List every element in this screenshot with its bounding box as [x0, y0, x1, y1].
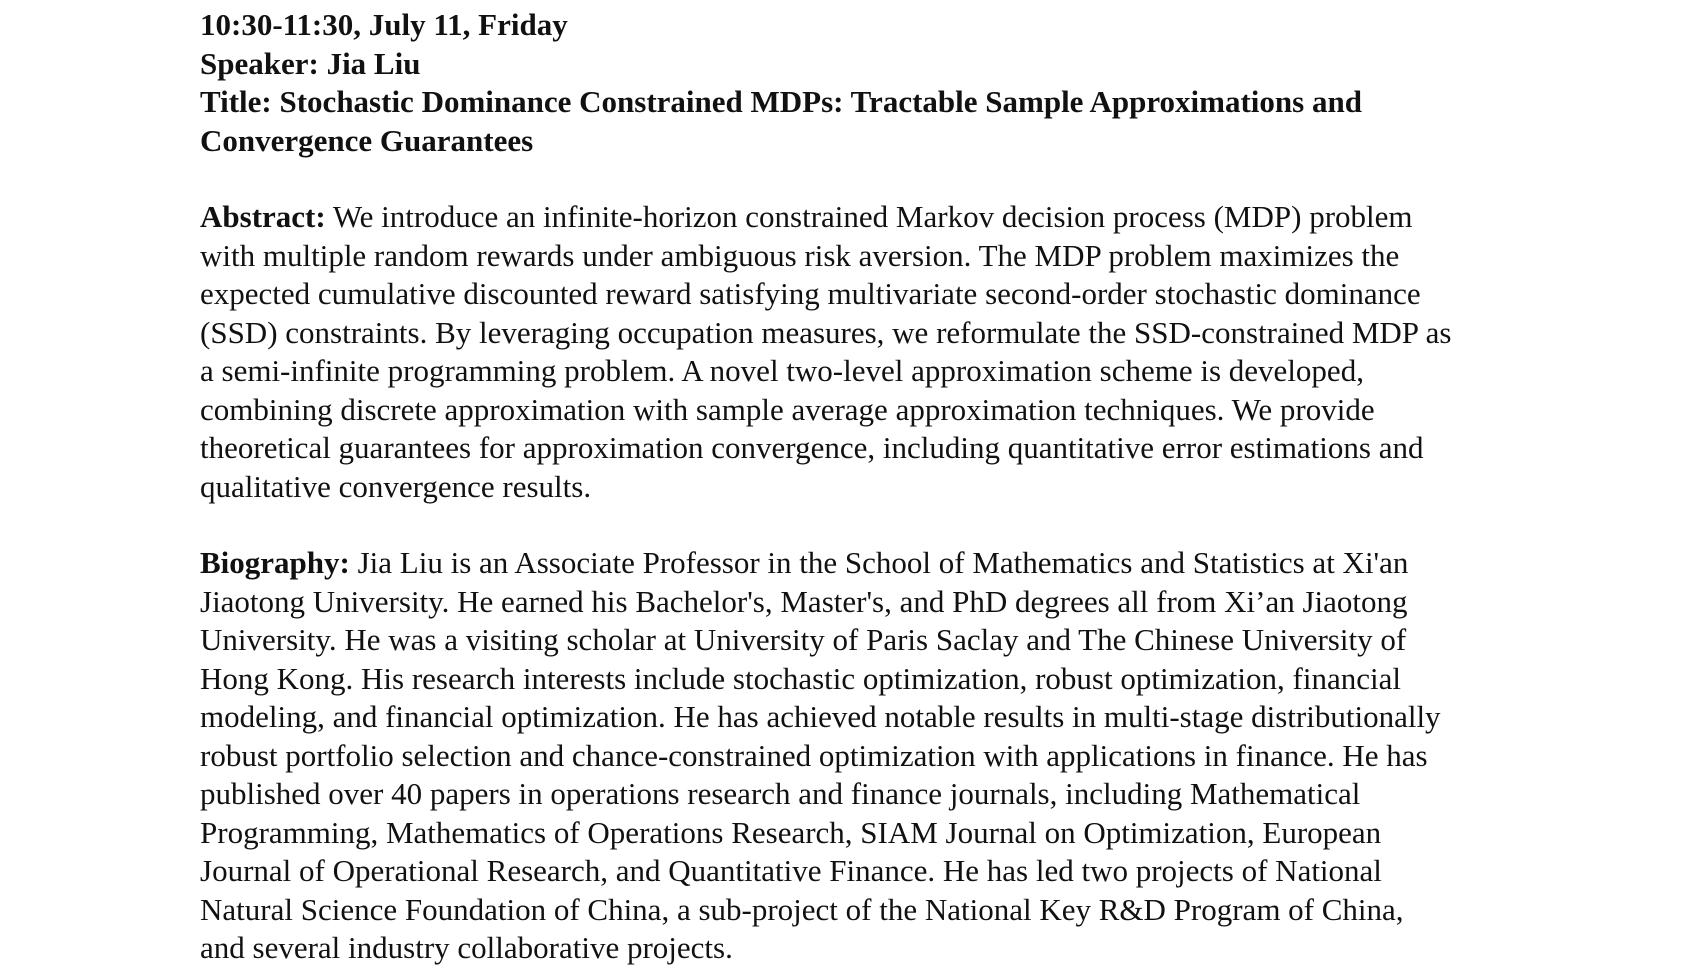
- biography-line: University. He was a visiting scholar at University of Paris Saclay and The Chinese University of: [200, 622, 1407, 657]
- abstract-label: Abstract:: [200, 199, 326, 234]
- abstract-section: [200, 198, 1580, 506]
- abstract-line: theoretical guarantees for approximation convergence, including quantitative error estimations and: [200, 430, 1424, 465]
- abstract-line: a semi-infinite programming problem. A novel two-level approximation scheme is developed,: [200, 353, 1364, 388]
- abstract-line: qualitative convergence results.: [200, 468, 592, 504]
- biography-line: Journal of Operational Research, and Quantitative Finance. He has led two projects of National: [200, 853, 1382, 888]
- abstract-line: (SSD) constraints. By leveraging occupation measures, we reformulate the SSD-constrained MDP as: [200, 314, 1452, 350]
- biography-line: published over 40 papers in operations research and finance journals, including Mathematical: [200, 776, 1361, 811]
- biography-line: [200, 544, 1580, 583]
- abstract-line: with multiple random rewards under ambiguous risk aversion. The MDP problem maximizes the: [200, 237, 1400, 273]
- talk-title-line: Title: Stochastic Dominance Constrained MDPs: Tractable Sample Approximations and: [200, 84, 1362, 119]
- biography-label: Biography:: [200, 545, 350, 580]
- biography-line: Natural Science Foundation of China, a sub-project of the National Key R&D Program of China,: [200, 891, 1404, 927]
- abstract-text: We introduce an infinite-horizon constrained Markov decision process (MDP) problem: [325, 199, 1413, 234]
- speaker-name: Speaker: Jia Liu: [200, 45, 421, 81]
- biography-line: robust portfolio selection and chance-constrained optimization with applications in finance. He has: [200, 737, 1428, 773]
- abstract-line: combining discrete approximation with sample average approximation techniques. We provide: [200, 391, 1375, 427]
- abstract-line: [200, 198, 1580, 237]
- biography-line: Jiaotong University. He earned his Bachelor's, Master's, and PhD degrees all from Xi’an Jiaotong: [200, 583, 1408, 619]
- biography-text: Jia Liu is an Associate Professor in the School of Mathematics and Statistics at Xi'an: [349, 545, 1409, 580]
- abstract-line: expected cumulative discounted reward satisfying multivariate second-order stochastic dominance: [200, 276, 1421, 311]
- biography-line: Programming, Mathematics of Operations Research, SIAM Journal on Optimization, European: [200, 814, 1382, 850]
- biography-line: and several industry collaborative projects.: [200, 930, 733, 965]
- talk-title: [200, 83, 1490, 160]
- biography-line: Hong Kong. His research interests include stochastic optimization, robust optimization, financial: [200, 660, 1401, 696]
- document-page: [200, 6, 1580, 968]
- biography-line: modeling, and financial optimization. He has achieved notable results in multi-stage distributionally: [200, 699, 1441, 734]
- biography-section: [200, 544, 1580, 968]
- talk-title-line: Convergence Guarantees: [200, 122, 534, 158]
- session-datetime: 10:30-11:30, July 11, Friday: [200, 7, 568, 42]
